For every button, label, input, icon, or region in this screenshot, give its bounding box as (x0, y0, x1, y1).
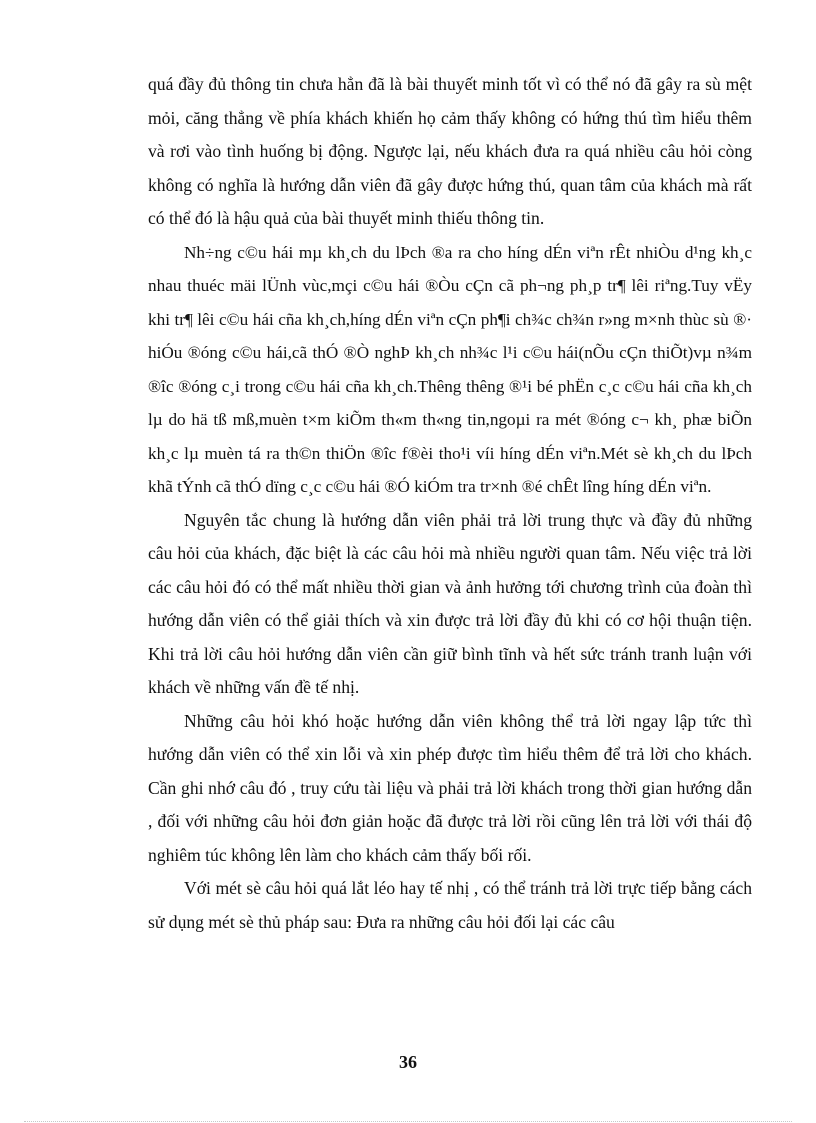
paragraph-difficult-questions: Những câu hỏi khó hoặc hướng dẫn viên không thể trả lời ngay lập tức thì hướng dẫn viên có thể xin lỗi và xin phép được tìm hiểu thêm để trả lời cho khách. Cần ghi nhớ câu đó , truy cứu tài liệu và phải trả lời khách trong thời gian hướng dẫn , đối với những câu hỏi đơn giản hoặc đã được trả lời rồi cũng lên trả lời với thái độ nghiêm túc không lên làm cho khách cảm thấy bối rối. (148, 710, 752, 865)
paragraph-continuation: quá đầy đủ thông tin chưa hẳn đã là bài thuyết minh tốt vì có thể nó đã gây ra sù mệt mỏi, căng thẳng về phía khách khiến họ cảm thấy không có hứng thú tìm hiểu thêm và rơi vào tình huống bị động. Ngược lại, nếu khách đưa ra quá nhiều câu hỏi còng không có nghĩa là hướng dẫn viên đã gây được hứng thú, quan tâm của khách mà rất có thể đó là hậu quả của bài thuyết minh thiếu thông tin. (148, 74, 752, 228)
body-text (148, 68, 752, 939)
paragraph-tricky-questions: Với mét sè câu hỏi quá lắt léo hay tế nhị , có thể tránh trả lời trực tiếp bằng cách sử dụng mét sè thủ pháp sau: Đưa ra những câu hỏi đối lại các câu (148, 878, 752, 932)
page-bottom-divider (24, 1121, 792, 1122)
paragraph-general-principle: Nguyên tắc chung là hướng dẫn viên phải trả lời trung thực và đầy đủ những câu hỏi của khách, đặc biệt là các câu hỏi mà nhiều người quan tâm. Nếu việc trả lời các câu hỏi đó có thể mất nhiều thời gian và ảnh hưởng tới chương trình của đoàn thì hướng dẫn viên có thể giải thích và xin được trả lời đầy đủ khi có cơ hội thuận tiện. Khi trả lời câu hỏi hướng dẫn viên cần giữ bình tĩnh và hết sức tránh tranh luận với khách về những vấn đề tế nhị. (148, 509, 752, 697)
page-number: 36 (399, 1052, 417, 1072)
paragraph-legacy-encoding: Nh÷ng c©u hái mµ kh¸ch du lÞch ®a ra cho híng dÉn viªn rÊt nhiÒu d¹ng kh¸c nhau thuéc mäi lÜnh vùc,mçi c©u hái ®Òu cÇn cã ph¬ng ph¸p tr¶ lêi riªng.Tuy vËy khi tr¶ lêi c©u hái cña kh¸ch,híng dÉn viªn cÇn ph¶i ch¾c ch¾n r»ng m×nh thùc sù ®· hiÓu ®óng c©u hái,cã thÓ ®Ò nghÞ kh¸ch nh¾c l¹i c©u hái(nÕu cÇn thiÕt)vµ n¾m ®îc ®óng c¸i trong c©u hái cña kh¸ch.Thêng thêng ®¹i bé phËn c¸c c©u hái cña kh¸ch lµ do hä tß mß,muèn t×m kiÕm th«m th«ng tin,ngoµi ra mét ®óng c¬ kh¸ phæ biÕn kh¸c lµ muèn tá ra th©n thiÖn ®îc f®èi tho¹i víi híng dÉn viªn.Mét sè kh¸ch du lÞch khã tÝnh cã thÓ dïng c¸c c©u hái ®Ó kiÓm tra tr×nh ®é chÊt lîng híng dÉn viªn. (148, 242, 752, 496)
